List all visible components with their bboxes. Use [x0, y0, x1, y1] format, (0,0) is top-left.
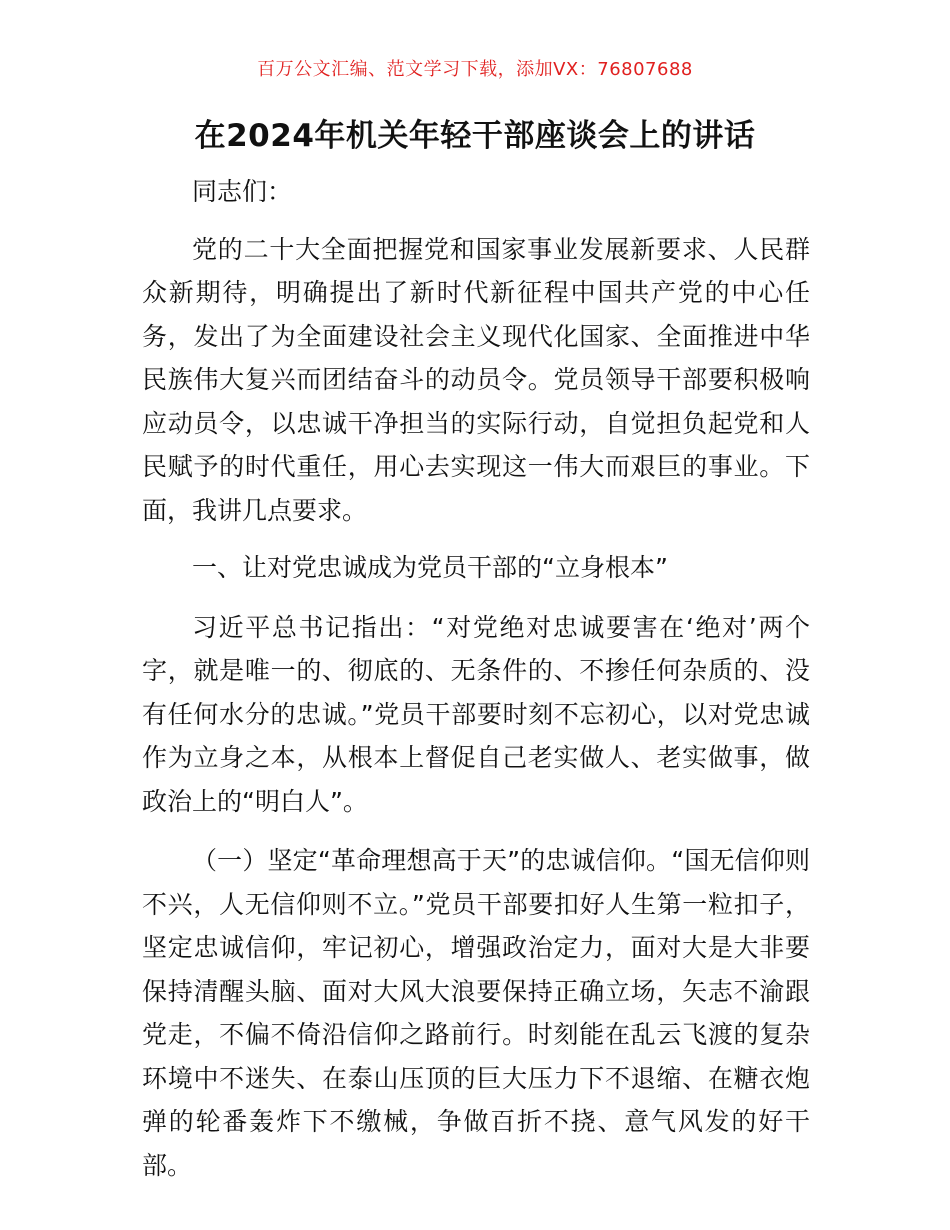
paragraph-section-1: 习近平总书记指出：“对党绝对忠诚要害在‘绝对’两个字，就是唯一的、彻底的、无条件的、不掺任何杂质的、没有任何水分的忠诚。”党员干部要时刻不忘初心，以对党忠诚作为立身之本，从根本上督促自己老实做人、老实做事，做政治上的“明白人”。: [142, 612, 810, 816]
salutation: 同志们：: [192, 177, 293, 206]
section-heading-1: 一、让对党忠诚成为党员干部的“立身根本”: [192, 553, 668, 582]
paragraph-intro: 党的二十大全面把握党和国家事业发展新要求、人民群众新期待，明确提出了新时代新征程中国共产党的中心任务，发出了为全面建设社会主义现代化国家、全面推进中华民族伟大复兴而团结奋斗的动员令。党员领导干部要积极响应动员令，以忠诚干净担当的实际行动，自觉担负起党和人民赋予的时代重任，用心去实现这一伟大而艰巨的事业。下面，我讲几点要求。: [142, 234, 810, 525]
watermark-banner: 百万公文汇编、范文学习下载，添加VX：76807688: [257, 59, 693, 80]
document-body: [142, 170, 810, 1187]
paragraph-subsection-1: （一）坚定“革命理想高于天”的忠诚信仰。“国无信仰则不兴，人无信仰则不立。”党员干部要扣好人生第一粒扣子，坚定忠诚信仰，牢记初心，增强政治定力，面对大是大非要保持清醒头脑、面对大风大浪要保持正确立场，矢志不渝跟党走，不偏不倚沿信仰之路前行。时刻能在乱云飞渡的复杂环境中不迷失、在泰山压顶的巨大压力下不退缩、在糖衣炮弹的轮番轰炸下不缴械，争做百折不挠、意气风发的好干部。: [142, 846, 810, 1180]
page-title: 在2024年机关年轻干部座谈会上的讲话: [194, 118, 756, 154]
